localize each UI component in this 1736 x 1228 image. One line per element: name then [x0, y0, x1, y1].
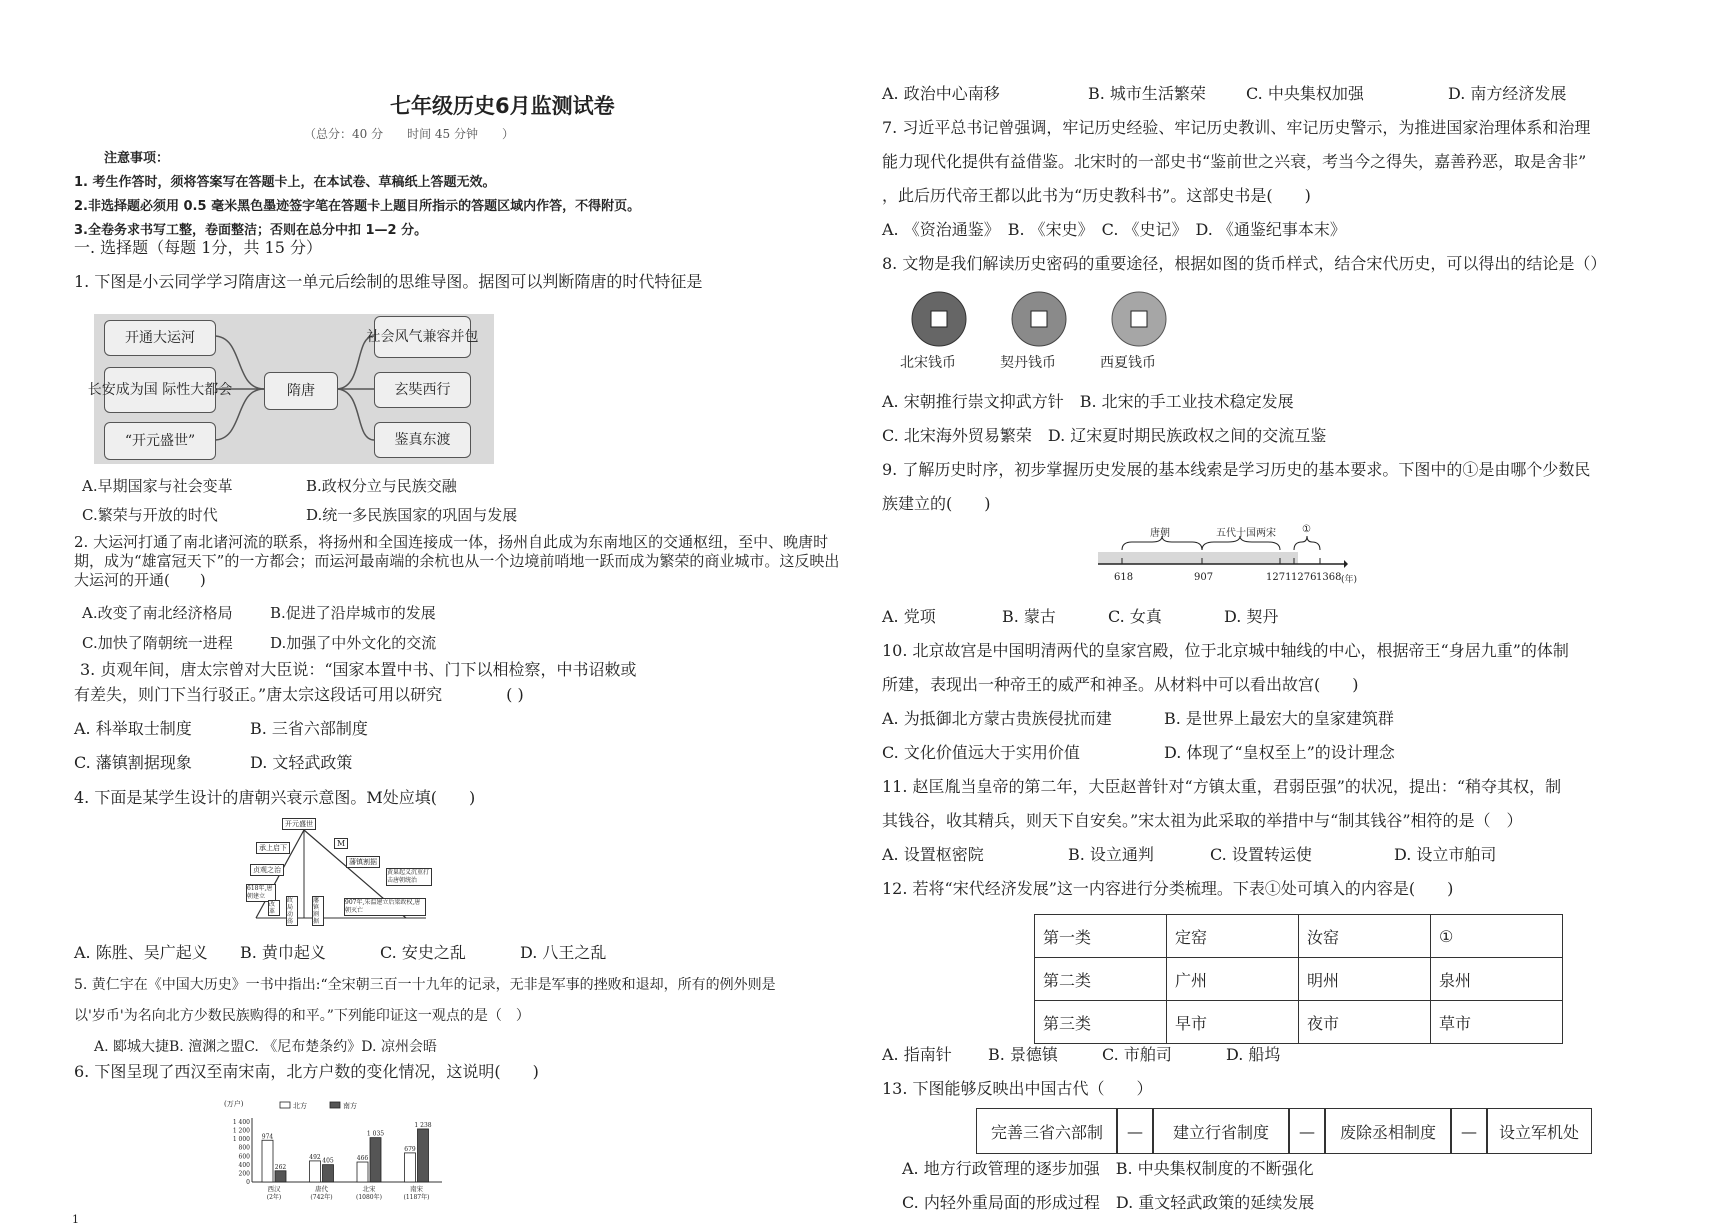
mindmap-xuanzang: 玄奘西行 [374, 372, 471, 408]
bar-value-label: 1 238 [414, 1121, 432, 1129]
y-tick-label: 200 [238, 1170, 250, 1178]
timeline-year-1271: 1271 [1266, 572, 1292, 583]
bar [418, 1129, 429, 1182]
bar [357, 1162, 368, 1182]
bar-value-label: 679 [404, 1145, 416, 1153]
q9-option-a: A. 党项 [882, 607, 936, 626]
table-cell: 草市 [1431, 1001, 1563, 1044]
flow-step-3: 废除丞相制度 [1324, 1108, 1452, 1154]
notice-title: 注意事项： [104, 151, 170, 166]
coin-khitan [1010, 290, 1068, 352]
q13-options-cd: C. 内轻外重局面的形成过程 D. 重文轻武政策的延续发展 [902, 1193, 1315, 1212]
bar [275, 1171, 286, 1182]
y-tick-label: 1 200 [232, 1127, 250, 1135]
q5-stem-line1: 5. 黄仁宇在《中国大历史》一书中指出:“全宋朝三百一十九年的记录，无非是军事的挫败和退却，所有的例外则是 [74, 977, 776, 993]
q6-option-c: C. 中央集权加强 [1246, 84, 1364, 103]
q13-stem: 13. 下图能够反映出中国古代（ ） [882, 1079, 1153, 1098]
table-row [1035, 958, 1563, 1001]
flow-step-1: 完善三省六部制 [976, 1108, 1118, 1154]
coin-western-xia [1110, 290, 1168, 352]
y-tick-label: 1 400 [232, 1119, 250, 1126]
table-cell: ① [1431, 915, 1563, 958]
q12-stem: 12. 若将“宋代经济发展”这一内容进行分类梳理。下表①处可填入的内容是( ) [882, 879, 1454, 898]
table-row [1035, 915, 1563, 958]
x-tick-note: (1080年) [356, 1194, 382, 1201]
timeline-marker-1: ① [1302, 524, 1311, 535]
bar [370, 1138, 381, 1182]
q7-line3: ，此后历代帝王都以此书为“历史教科书”。这部史书是( ) [882, 186, 1311, 205]
q12-option-d: D. 船坞 [1226, 1045, 1281, 1064]
western-xia-coin-icon [1110, 290, 1168, 348]
coin-label-khitan: 契丹钱币 [1000, 355, 1056, 371]
q10-line1: 10. 北京故宫是中国明清两代的皇家宫殿，位于北京城中轴线的中心，根据帝王“身居九重”的体制 [882, 641, 1569, 660]
diagram-end: 907年,朱温建立后梁政权,唐朝灭亡 [344, 898, 426, 916]
q8-coins [900, 290, 1200, 375]
q3-line1: 3. 贞观年间，唐太宗曾对大臣说：“国家本置中书、门下以相检察，中书诏敕或 [80, 660, 637, 679]
flow-step-2: 建立行省制度 [1152, 1108, 1290, 1154]
q2-option-a: A.改变了南北经济格局 [82, 604, 233, 622]
notice-1: 1. 考生作答时，须将答案写在答题卡上，在本试卷、草稿纸上答题无效。 [74, 175, 496, 190]
q6-option-a: A. 政治中心南移 [882, 84, 1000, 103]
q6-stem: 6. 下图呈现了西汉至南宋南，北方户数的变化情况，这说明( ) [74, 1062, 539, 1081]
bar-value-label: 466 [356, 1155, 369, 1163]
diagram-up: 承上启下 [256, 842, 290, 854]
bar-value-label: 974 [261, 1133, 274, 1141]
y-tick-label: 600 [238, 1153, 250, 1161]
timeline-year-907: 907 [1194, 572, 1214, 583]
x-tick-label: 西汉 [267, 1185, 281, 1193]
bar-value-label: 405 [322, 1157, 334, 1165]
q11-option-d: D. 设立市舶司 [1394, 845, 1497, 864]
q1-option-d: D.统一多民族国家的巩固与发展 [306, 506, 518, 524]
timeline-year-1368: 1368 [1316, 572, 1342, 583]
q11-option-c: C. 设置转运使 [1210, 845, 1312, 864]
table-cell: 泉州 [1431, 958, 1563, 1001]
mindmap-canal: 开通大运河 [104, 320, 216, 356]
mindmap-jianzhen: 鉴真东渡 [374, 422, 471, 458]
page-number: 1 [72, 1213, 79, 1226]
q11-line1: 11. 赵匡胤当皇帝的第二年，大臣赵普针对“方镇太重，君弱臣强”的状况，提出：“稍夺其权，制 [882, 777, 1562, 796]
diagram-zhenguan: 贞观之治 [250, 864, 284, 876]
q11-line2: 其钱谷，收其精兵，则天下自安矣。”宋太祖为此采取的举措中与“制其钱谷”相符的是（ ） [882, 811, 1523, 830]
q2-option-b: B.促进了沿岸城市的发展 [270, 604, 436, 622]
table-cell: 夜市 [1299, 1001, 1431, 1044]
timeline-tang: 唐朝 [1150, 528, 1170, 539]
q6-option-d: D. 南方经济发展 [1448, 84, 1567, 103]
q10-option-b: B. 是世界上最宏大的皇家建筑群 [1164, 709, 1394, 728]
x-tick-label: 唐代 [315, 1185, 328, 1193]
q2-option-c: C.加快了隋朝统一进程 [82, 634, 233, 652]
flow-dash-1: — [1116, 1108, 1154, 1154]
legend-swatch [280, 1102, 290, 1108]
table-cell: 定窑 [1167, 915, 1299, 958]
y-axis-label: (万户) [224, 1100, 244, 1108]
q8-options-cd: C. 北宋海外贸易繁荣 D. 辽宋夏时期民族政权之间的交流互鉴 [882, 426, 1327, 445]
q9-line2: 族建立的( ) [882, 494, 991, 513]
legend-swatch [330, 1102, 340, 1108]
q4-option-c: C. 安史之乱 [380, 943, 466, 962]
y-tick-label: 400 [238, 1161, 250, 1169]
flow-step-4: 设立军机处 [1486, 1108, 1592, 1154]
flow-dash-2: — [1288, 1108, 1326, 1154]
q9-option-b: B. 蒙古 [1002, 607, 1056, 626]
x-tick-note: (742年) [310, 1194, 333, 1201]
mindmap-social: 社会风气兼容并包 [374, 316, 471, 358]
exam-title: 七年级历史6月监测试卷 [390, 94, 615, 118]
q4-stem: 4. 下面是某学生设计的唐朝兴衰示意图。M处应填( ) [74, 788, 476, 807]
q7-line2: 能力现代化提供有益借鉴。北宋时的一部史书“鉴前世之兴衰，考当今之得失，嘉善矜恶，取是舍非” [882, 152, 1587, 171]
q3-option-c: C. 藩镇割据现象 [74, 753, 192, 772]
table-cell: 第一类 [1035, 915, 1167, 958]
mindmap-kaiyuan: “开元盛世” [104, 422, 216, 460]
timeline-year-1276: 1276 [1291, 572, 1317, 583]
diagram-peak: 开元盛世 [282, 818, 316, 830]
bar [405, 1153, 416, 1182]
table-cell: 明州 [1299, 958, 1431, 1001]
timeline-five-dynasties: 五代十国两宋 [1216, 528, 1276, 539]
q4-option-a: A. 陈胜、吴广起义 [74, 943, 208, 962]
q1-option-c: C.繁荣与开放的时代 [82, 506, 218, 524]
diagram-riot: 黄巢起义沉重打击唐朝统治 [386, 868, 432, 886]
x-tick-note: (2年) [266, 1194, 282, 1201]
q3-option-a: A. 科举取士制度 [74, 719, 192, 738]
q2-stem: 2. 大运河打通了南北诸河流的联系，将扬州和全国连接成一体，扬州自此成为东南地区的交通枢纽，至中、晚唐时期，成为“雄富冠天下”的一方都会；而运河最南端的余杭也从一个边境前哨地一跃而成为繁荣的商业城市。这反映出大运河的开通( ) [74, 533, 840, 589]
q11-option-a: A. 设置枢密院 [882, 845, 984, 864]
q6-option-b: B. 城市生活繁荣 [1088, 84, 1206, 103]
q12-option-c: C. 市舶司 [1102, 1045, 1172, 1064]
diagram-d2: 政局动荡 [286, 896, 298, 926]
bar-value-label: 492 [309, 1153, 321, 1161]
q3-option-b: B. 三省六部制度 [250, 719, 368, 738]
flow-dash-3: — [1450, 1108, 1488, 1154]
q4-diagram [246, 818, 436, 928]
q3-option-d: D. 文轻武政策 [250, 753, 353, 772]
q5-stem-line2: 以'岁币'为名向北方少数民族购得的和平。”下列能印证这一观点的是（ ） [74, 1008, 530, 1024]
timeline-year-618: 618 [1114, 572, 1134, 583]
y-tick-label: 800 [238, 1144, 250, 1152]
q9-timeline [1098, 524, 1358, 590]
coin-label-western-xia: 西夏钱币 [1100, 355, 1156, 371]
legend-label: 北方 [293, 1102, 307, 1110]
coin-label-northern-song: 北宋钱币 [900, 355, 956, 371]
diagram-d3: 藩镇割据 [312, 896, 324, 926]
y-tick-label: 0 [246, 1179, 250, 1186]
x-tick-label: 南宋 [410, 1185, 423, 1193]
q13-options-ab: A. 地方行政管理的逐步加强 B. 中央集权制度的不断强化 [902, 1159, 1314, 1178]
table-cell: 第三类 [1035, 1001, 1167, 1044]
q1-option-a: A.早期国家与社会变革 [82, 477, 233, 495]
section-heading: 一. 选择题（每题 1分，共 15 分） [74, 238, 322, 257]
q1-option-b: B.政权分立与民族交融 [306, 477, 457, 495]
x-tick-note: (1187年) [403, 1194, 430, 1201]
q2-option-d: D.加强了中外文化的交流 [270, 634, 437, 652]
northern-song-coin-icon [910, 290, 968, 348]
mindmap-center: 隋唐 [264, 372, 338, 410]
timeline-unit: (年) [1341, 575, 1358, 585]
q3-line2: 有差失，则门下当行驳正。”唐太宗这段话可用以研究 ( ) [74, 685, 524, 704]
x-tick-label: 北宋 [362, 1185, 376, 1193]
q4-option-b: B. 黄巾起义 [240, 943, 326, 962]
notice-3: 3.全卷务求书写工整，卷面整洁；否则在总分中扣 1—2 分。 [74, 223, 428, 238]
bar [310, 1161, 321, 1182]
q10-line2: 所建，表现出一种帝王的威严和神圣。从材料中可以看出故宫( ) [882, 675, 1359, 694]
q9-option-c: C. 女真 [1108, 607, 1162, 626]
mindmap-changan: 长安成为国 际性大都会 [104, 367, 216, 413]
table-cell: 第二类 [1035, 958, 1167, 1001]
legend-label: 南方 [343, 1102, 357, 1110]
q12-table [1034, 914, 1563, 1044]
diagram-d1: 改革 [268, 900, 280, 916]
exam-subtitle: （总分：40 分 时间 45 分钟 ） [304, 127, 514, 141]
q7-options: A. 《资治通鉴》 B. 《宋史》 C. 《史记》 D. 《通鉴纪事本末》 [882, 220, 1346, 239]
q6-household-chart [222, 1100, 452, 1212]
notice-2: 2.非选择题必须用 0.5 毫米黑色墨迹签字笔在答题卡上题目所指示的答题区域内作答，不得附页。 [74, 199, 641, 214]
coin-northern-song [910, 290, 968, 352]
q8-stem: 8. 文物是我们解读历史密码的重要途径，根据如图的货币样式，结合宋代历史，可以得出的结论是（） [882, 254, 1607, 273]
q12-option-a: A. 指南针 [882, 1045, 952, 1064]
q1-stem: 1. 下图是小云同学学习隋唐这一单元后绘制的思维导图。据图可以判断隋唐的时代特征是 [74, 272, 703, 291]
bar-value-label: 1 035 [366, 1130, 385, 1138]
y-tick-label: 1 000 [232, 1136, 250, 1144]
q4-option-d: D. 八王之乱 [520, 943, 607, 962]
q1-mindmap [87, 314, 494, 464]
q5-options: A. 郾城大捷B. 澶渊之盟C. 《尼布楚条约》D. 凉州会晤 [94, 1039, 437, 1055]
bar [323, 1165, 334, 1182]
q8-options-ab: A. 宋朝推行崇文抑武方针 B. 北宋的手工业技术稳定发展 [882, 392, 1294, 411]
diagram-down: 藩镇割据 [346, 856, 380, 868]
q10-option-c: C. 文化价值远大于实用价值 [882, 743, 1080, 762]
q10-option-d: D. 体现了“皇权至上”的设计理念 [1164, 743, 1395, 762]
bar [262, 1140, 273, 1182]
q9-line1: 9. 了解历史时序，初步掌握历史发展的基本线索是学习历史的基本要求。下图中的①是由哪个少数民 [882, 460, 1591, 479]
q10-option-a: A. 为抵御北方蒙古贵族侵扰而建 [882, 709, 1112, 728]
bar-value-label: 262 [274, 1163, 287, 1171]
q9-option-d: D. 契丹 [1224, 607, 1279, 626]
q11-option-b: B. 设立通判 [1068, 845, 1154, 864]
table-cell: 早市 [1167, 1001, 1299, 1044]
q12-option-b: B. 景德镇 [988, 1045, 1058, 1064]
q7-line1: 7. 习近平总书记曾强调，牢记历史经验、牢记历史教训、牢记历史警示，为推进国家治理体系和治理 [882, 118, 1591, 137]
diagram-start: 618年,唐朝建立 [246, 884, 276, 902]
diagram-m: M [334, 838, 348, 849]
table-cell: 汝窑 [1299, 915, 1431, 958]
khitan-coin-icon [1010, 290, 1068, 348]
table-cell: 广州 [1167, 958, 1299, 1001]
